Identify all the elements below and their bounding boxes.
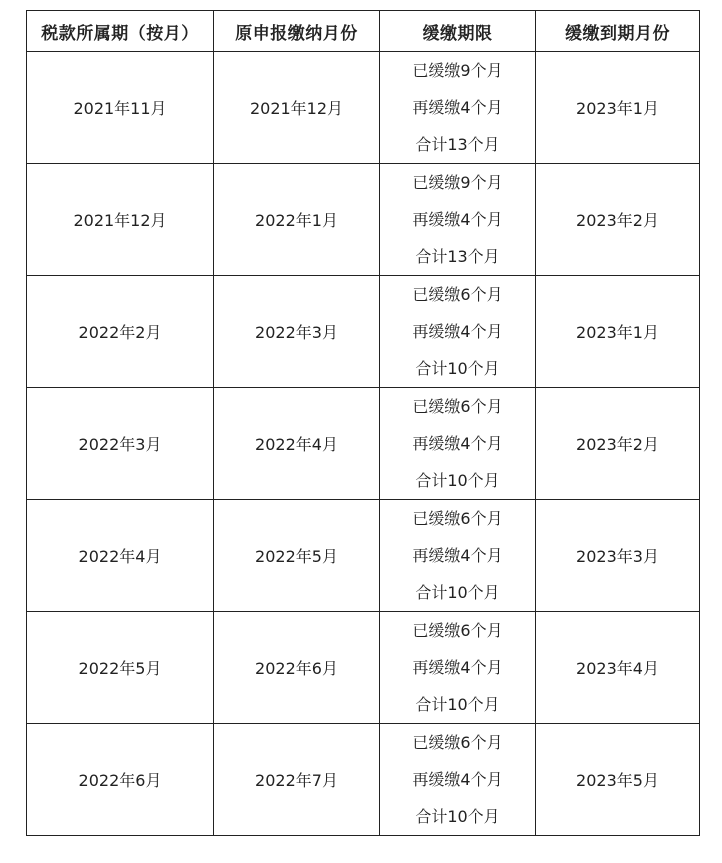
term-extended-line: 再缓缴4个月: [412, 434, 503, 453]
term-deferred-line: 已缓缴9个月: [412, 61, 503, 80]
term-deferred-line: 已缓缴6个月: [412, 285, 503, 304]
cell-tax-period: 2022年4月: [27, 500, 214, 612]
cell-deferral-term: [380, 612, 536, 724]
term-deferred-line: 已缓缴6个月: [412, 733, 503, 752]
cell-deferral-term: [380, 164, 536, 276]
table-row: [27, 164, 700, 276]
table-row: [27, 388, 700, 500]
cell-tax-period: 2021年12月: [27, 164, 214, 276]
cell-original-payment-month: 2022年5月: [214, 500, 380, 612]
header-deferral-term: 缓缴期限: [380, 11, 536, 52]
term-extended-line: 再缓缴4个月: [412, 546, 503, 565]
cell-original-payment-month: 2021年12月: [214, 52, 380, 164]
term-deferred-line: 已缓缴6个月: [412, 397, 503, 416]
term-extended-line: 再缓缴4个月: [412, 658, 503, 677]
term-total-line: 合计13个月: [415, 135, 500, 154]
deferral-table: [26, 10, 700, 836]
cell-tax-period: 2022年2月: [27, 276, 214, 388]
term-extended-line: 再缓缴4个月: [412, 98, 503, 117]
term-total-line: 合计10个月: [415, 807, 500, 826]
cell-deferral-term: [380, 388, 536, 500]
cell-tax-period: 2021年11月: [27, 52, 214, 164]
term-deferred-line: 已缓缴6个月: [412, 621, 503, 640]
cell-due-month: 2023年2月: [536, 164, 700, 276]
cell-tax-period: 2022年6月: [27, 724, 214, 836]
cell-due-month: 2023年2月: [536, 388, 700, 500]
table-row: [27, 52, 700, 164]
cell-original-payment-month: 2022年3月: [214, 276, 380, 388]
cell-due-month: 2023年1月: [536, 276, 700, 388]
cell-original-payment-month: 2022年7月: [214, 724, 380, 836]
cell-original-payment-month: 2022年4月: [214, 388, 380, 500]
cell-original-payment-month: 2022年1月: [214, 164, 380, 276]
cell-due-month: 2023年1月: [536, 52, 700, 164]
term-total-line: 合计10个月: [415, 583, 500, 602]
table-row: [27, 276, 700, 388]
cell-tax-period: 2022年3月: [27, 388, 214, 500]
table-row: [27, 500, 700, 612]
cell-due-month: 2023年5月: [536, 724, 700, 836]
cell-original-payment-month: 2022年6月: [214, 612, 380, 724]
cell-deferral-term: [380, 500, 536, 612]
table-row: [27, 724, 700, 836]
header-tax-period: 税款所属期（按月）: [27, 11, 214, 52]
term-deferred-line: 已缓缴6个月: [412, 509, 503, 528]
term-total-line: 合计10个月: [415, 695, 500, 714]
term-total-line: 合计10个月: [415, 359, 500, 378]
term-deferred-line: 已缓缴9个月: [412, 173, 503, 192]
term-total-line: 合计13个月: [415, 247, 500, 266]
cell-tax-period: 2022年5月: [27, 612, 214, 724]
header-due-month: 缓缴到期月份: [536, 11, 700, 52]
cell-deferral-term: [380, 276, 536, 388]
cell-due-month: 2023年3月: [536, 500, 700, 612]
header-original-payment-month: 原申报缴纳月份: [214, 11, 380, 52]
cell-deferral-term: [380, 724, 536, 836]
term-extended-line: 再缓缴4个月: [412, 770, 503, 789]
term-extended-line: 再缓缴4个月: [412, 322, 503, 341]
header-row: [27, 11, 700, 52]
term-extended-line: 再缓缴4个月: [412, 210, 503, 229]
table-row: [27, 612, 700, 724]
cell-deferral-term: [380, 52, 536, 164]
cell-due-month: 2023年4月: [536, 612, 700, 724]
term-total-line: 合计10个月: [415, 471, 500, 490]
